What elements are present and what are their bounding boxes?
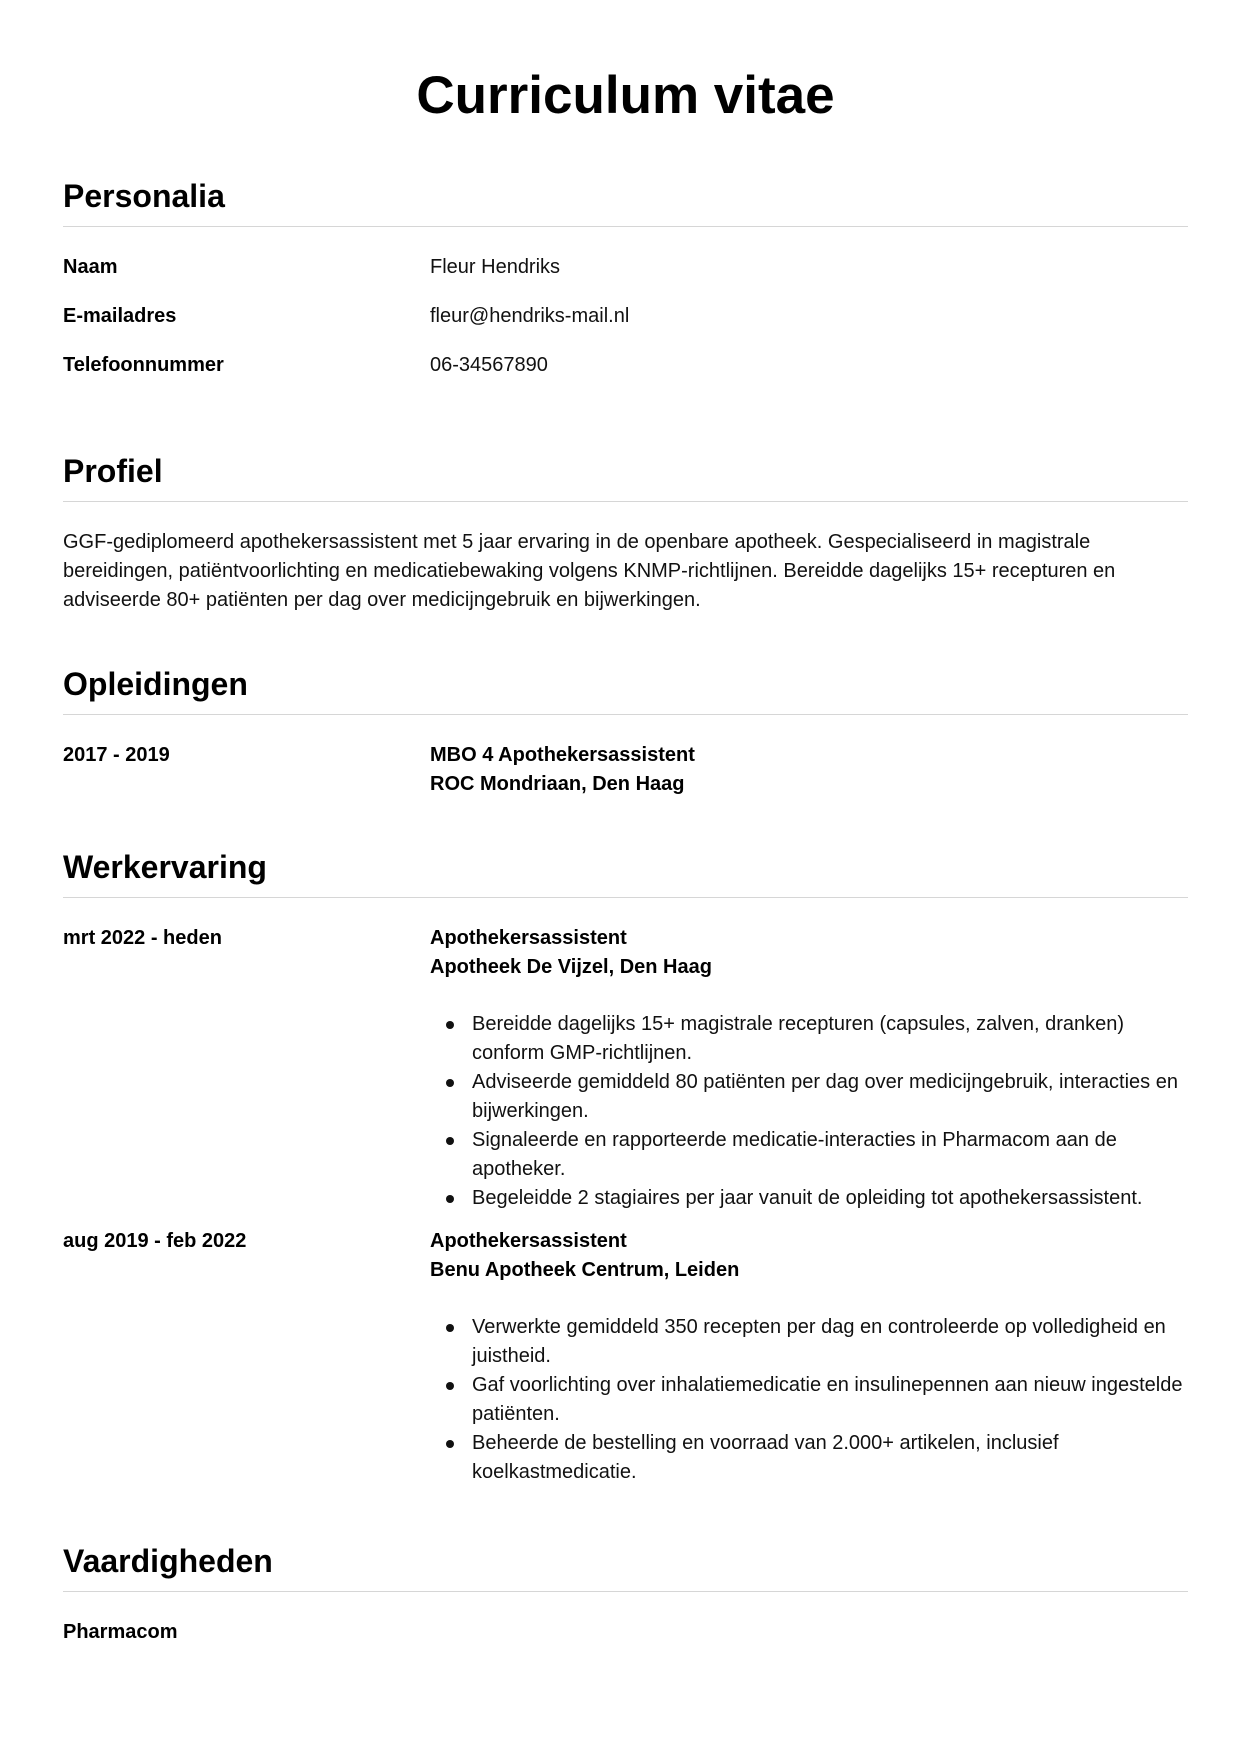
work-period: aug 2019 - feb 2022 (63, 1230, 247, 1252)
personalia-label: Naam (63, 256, 118, 278)
personalia-row-email (63, 302, 1188, 331)
work-bullet-list (430, 1313, 1188, 1487)
section-heading-profiel: Profiel (63, 451, 1188, 502)
work-employer: Apotheek De Vijzel, Den Haag (430, 956, 712, 978)
document-title: Curriculum vitae (416, 66, 835, 125)
section-profiel (63, 451, 1188, 615)
section-werkervaring (63, 847, 1188, 1487)
work-details (430, 1227, 1188, 1487)
education-details (430, 741, 1188, 799)
personalia-label: Telefoonnummer (63, 354, 224, 376)
work-bullet: Adviseerde gemiddeld 80 patiënten per dag over medicijngebruik, interacties en bijwerkingen. (472, 1068, 1188, 1126)
work-bullet: Bereidde dagelijks 15+ magistrale recepturen (capsules, zalven, dranken) conform GMP-richtlijnen. (472, 1010, 1188, 1068)
work-bullet: Begeleidde 2 stagiaires per jaar vanuit de opleiding tot apothekersassistent. (472, 1184, 1188, 1213)
section-heading-personalia: Personalia (63, 176, 1188, 227)
work-entry (63, 924, 1188, 1213)
skill-item: Pharmacom (63, 1621, 178, 1643)
profile-text: GGF-gediplomeerd apothekersassistent met 5 jaar ervaring in de openbare apotheek. Gespecialiseerd in magistrale bereidingen, patiëntvoorlichting en medicatiebewaking volgens KNMP-richtlijnen. Bereidde dagelijks 15+ recepturen en adviseerde 80+ patiënten per dag over medicijngebruik en bijwerkingen. (63, 531, 1116, 611)
work-entry (63, 1227, 1188, 1487)
section-opleidingen (63, 664, 1188, 799)
personalia-row-naam (63, 253, 1188, 282)
work-employer: Benu Apotheek Centrum, Leiden (430, 1259, 740, 1281)
work-title: Apothekersassistent (430, 927, 627, 949)
section-heading-werkervaring: Werkervaring (63, 847, 1188, 898)
personalia-value: Fleur Hendriks (430, 256, 561, 278)
education-period: 2017 - 2019 (63, 744, 170, 766)
work-bullet: Verwerkte gemiddeld 350 recepten per dag en controleerde op volledigheid en juistheid. (472, 1313, 1188, 1371)
section-personalia (63, 176, 1188, 380)
work-title: Apothekersassistent (430, 1230, 627, 1252)
work-period: mrt 2022 - heden (63, 927, 222, 949)
section-vaardigheden (63, 1541, 1188, 1647)
work-bullet: Beheerde de bestelling en voorraad van 2.000+ artikelen, inclusief koelkastmedicatie. (472, 1429, 1188, 1487)
personalia-label: E-mailadres (63, 305, 177, 327)
section-heading-vaardigheden: Vaardigheden (63, 1541, 1188, 1592)
education-title: MBO 4 Apothekersassistent (430, 744, 695, 766)
work-bullet: Gaf voorlichting over inhalatiemedicatie en insulinepennen aan nieuw ingestelde patiënten. (472, 1371, 1188, 1429)
personalia-value: fleur@hendriks-mail.nl (430, 305, 630, 327)
education-entry (63, 741, 1188, 799)
section-heading-opleidingen: Opleidingen (63, 664, 1188, 715)
work-bullet-list (430, 1010, 1188, 1213)
personalia-list (63, 253, 1188, 380)
work-details (430, 924, 1188, 1213)
personalia-value: 06-34567890 (430, 354, 548, 376)
education-institution: ROC Mondriaan, Den Haag (430, 773, 685, 795)
personalia-row-telefoon (63, 351, 1188, 380)
work-bullet: Signaleerde en rapporteerde medicatie-interacties in Pharmacom aan de apotheker. (472, 1126, 1188, 1184)
